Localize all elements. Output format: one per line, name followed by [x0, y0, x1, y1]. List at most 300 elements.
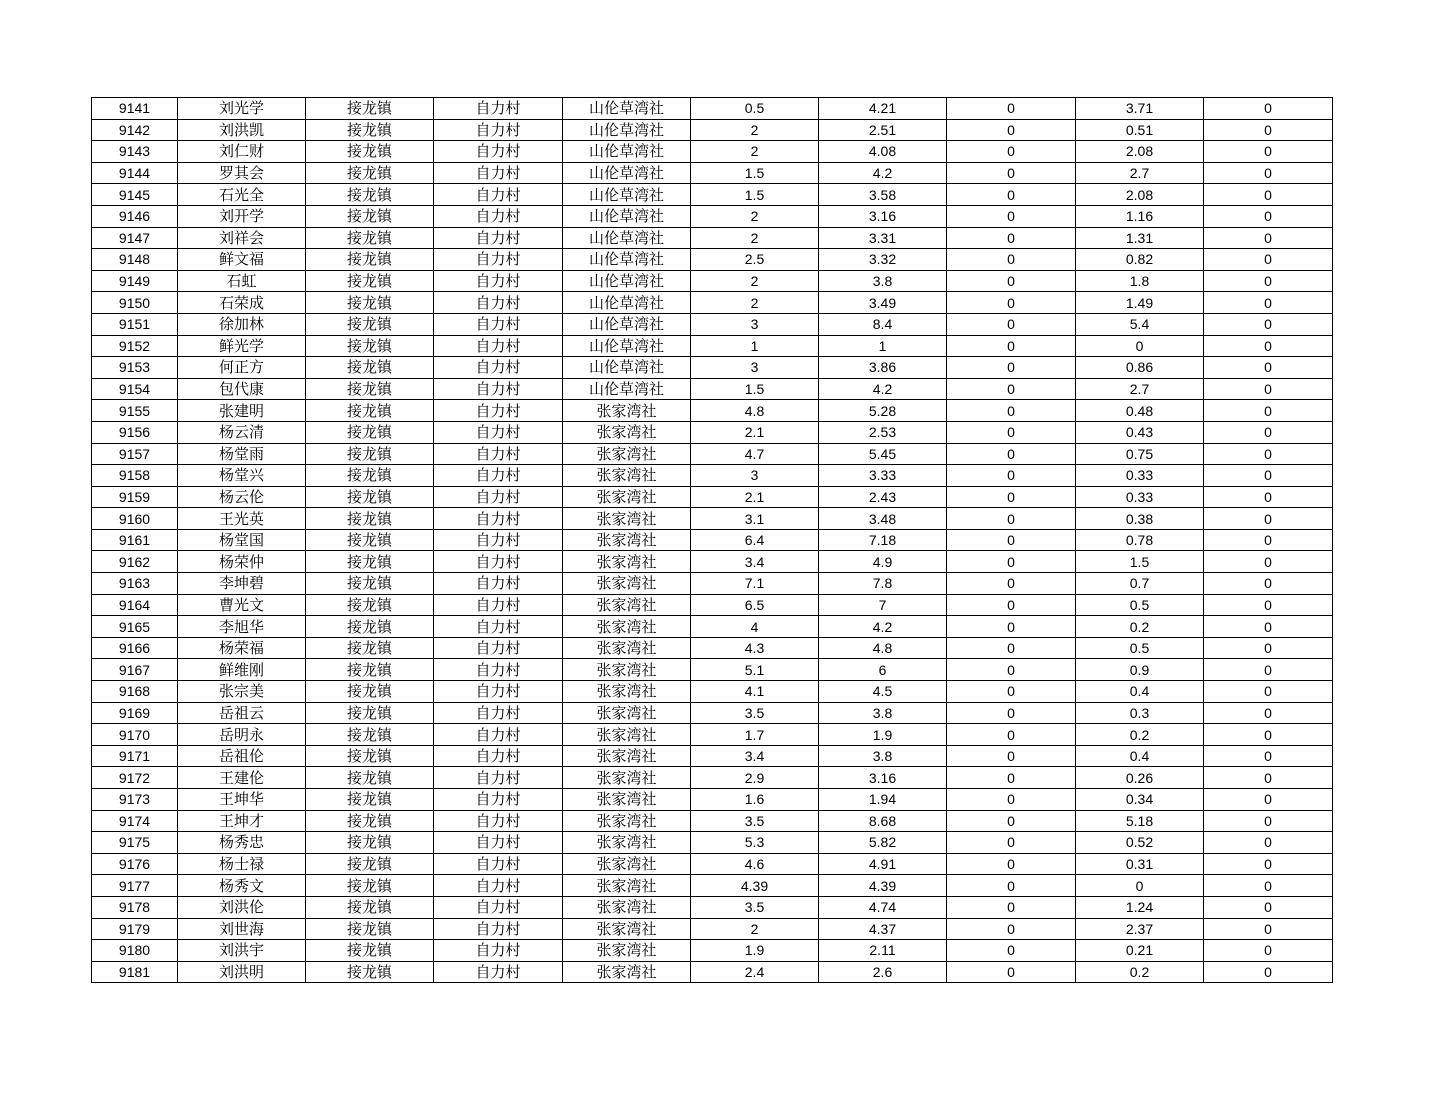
value-b-cell: 4.37	[819, 918, 947, 940]
value-a-cell: 3.4	[691, 745, 819, 767]
town-cell: 接龙镇	[306, 573, 434, 595]
group-cell: 张家湾社	[563, 529, 691, 551]
id-cell: 9147	[92, 227, 178, 249]
value-b-cell: 2.51	[819, 119, 947, 141]
table-row	[92, 875, 1333, 897]
value-a-cell: 6.4	[691, 529, 819, 551]
value-b-cell: 4.39	[819, 875, 947, 897]
value-c-cell: 0	[947, 918, 1076, 940]
id-cell: 9159	[92, 486, 178, 508]
village-cell: 自力村	[434, 119, 563, 141]
value-b-cell: 5.82	[819, 832, 947, 854]
name-cell: 刘世海	[178, 918, 306, 940]
value-a-cell: 3.1	[691, 508, 819, 530]
id-cell: 9174	[92, 810, 178, 832]
table-row	[92, 292, 1333, 314]
group-cell: 张家湾社	[563, 940, 691, 962]
village-cell: 自力村	[434, 400, 563, 422]
value-e-cell: 0	[1204, 270, 1333, 292]
value-d-cell: 0	[1076, 335, 1204, 357]
name-cell: 杨秀忠	[178, 832, 306, 854]
village-cell: 自力村	[434, 767, 563, 789]
value-c-cell: 0	[947, 227, 1076, 249]
value-c-cell: 0	[947, 789, 1076, 811]
town-cell: 接龙镇	[306, 551, 434, 573]
name-cell: 刘洪凯	[178, 119, 306, 141]
town-cell: 接龙镇	[306, 508, 434, 530]
value-e-cell: 0	[1204, 573, 1333, 595]
value-a-cell: 4	[691, 616, 819, 638]
value-b-cell: 8.68	[819, 810, 947, 832]
value-c-cell: 0	[947, 896, 1076, 918]
value-d-cell: 3.71	[1076, 98, 1204, 120]
value-d-cell: 0.33	[1076, 465, 1204, 487]
group-cell: 张家湾社	[563, 681, 691, 703]
value-c-cell: 0	[947, 702, 1076, 724]
town-cell: 接龙镇	[306, 443, 434, 465]
value-d-cell: 0.43	[1076, 421, 1204, 443]
name-cell: 岳明永	[178, 724, 306, 746]
table-row	[92, 896, 1333, 918]
village-cell: 自力村	[434, 896, 563, 918]
value-c-cell: 0	[947, 162, 1076, 184]
value-e-cell: 0	[1204, 702, 1333, 724]
group-cell: 山伦草湾社	[563, 162, 691, 184]
id-cell: 9176	[92, 853, 178, 875]
name-cell: 刘洪宇	[178, 940, 306, 962]
value-d-cell: 0.38	[1076, 508, 1204, 530]
table-row	[92, 465, 1333, 487]
id-cell: 9164	[92, 594, 178, 616]
value-e-cell: 0	[1204, 162, 1333, 184]
value-b-cell: 3.31	[819, 227, 947, 249]
village-cell: 自力村	[434, 681, 563, 703]
id-cell: 9161	[92, 529, 178, 551]
value-c-cell: 0	[947, 745, 1076, 767]
value-a-cell: 1.7	[691, 724, 819, 746]
town-cell: 接龙镇	[306, 724, 434, 746]
value-a-cell: 1.6	[691, 789, 819, 811]
town-cell: 接龙镇	[306, 529, 434, 551]
value-e-cell: 0	[1204, 119, 1333, 141]
town-cell: 接龙镇	[306, 400, 434, 422]
name-cell: 王建伦	[178, 767, 306, 789]
value-b-cell: 1.94	[819, 789, 947, 811]
town-cell: 接龙镇	[306, 659, 434, 681]
group-cell: 山伦草湾社	[563, 292, 691, 314]
value-a-cell: 2	[691, 270, 819, 292]
village-cell: 自力村	[434, 98, 563, 120]
group-cell: 山伦草湾社	[563, 313, 691, 335]
value-d-cell: 0.31	[1076, 853, 1204, 875]
name-cell: 罗其会	[178, 162, 306, 184]
value-c-cell: 0	[947, 508, 1076, 530]
name-cell: 张宗美	[178, 681, 306, 703]
id-cell: 9145	[92, 184, 178, 206]
value-a-cell: 5.1	[691, 659, 819, 681]
town-cell: 接龙镇	[306, 378, 434, 400]
value-c-cell: 0	[947, 637, 1076, 659]
value-e-cell: 0	[1204, 400, 1333, 422]
table-row	[92, 702, 1333, 724]
value-c-cell: 0	[947, 292, 1076, 314]
table-row	[92, 745, 1333, 767]
value-a-cell: 2	[691, 292, 819, 314]
name-cell: 鲜维刚	[178, 659, 306, 681]
id-cell: 9177	[92, 875, 178, 897]
value-d-cell: 2.7	[1076, 378, 1204, 400]
name-cell: 鲜光学	[178, 335, 306, 357]
group-cell: 张家湾社	[563, 875, 691, 897]
table-row	[92, 853, 1333, 875]
value-b-cell: 8.4	[819, 313, 947, 335]
table-row	[92, 98, 1333, 120]
value-c-cell: 0	[947, 681, 1076, 703]
name-cell: 曹光文	[178, 594, 306, 616]
village-cell: 自力村	[434, 551, 563, 573]
table-row	[92, 724, 1333, 746]
table-row	[92, 573, 1333, 595]
value-d-cell: 1.24	[1076, 896, 1204, 918]
id-cell: 9141	[92, 98, 178, 120]
value-d-cell: 2.7	[1076, 162, 1204, 184]
village-cell: 自力村	[434, 162, 563, 184]
table-row	[92, 681, 1333, 703]
value-d-cell: 2.08	[1076, 141, 1204, 163]
group-cell: 张家湾社	[563, 465, 691, 487]
value-d-cell: 0.86	[1076, 357, 1204, 379]
village-cell: 自力村	[434, 702, 563, 724]
town-cell: 接龙镇	[306, 789, 434, 811]
value-b-cell: 3.32	[819, 249, 947, 271]
name-cell: 石光全	[178, 184, 306, 206]
village-cell: 自力村	[434, 789, 563, 811]
value-c-cell: 0	[947, 875, 1076, 897]
value-c-cell: 0	[947, 98, 1076, 120]
table-row	[92, 529, 1333, 551]
value-d-cell: 0.5	[1076, 637, 1204, 659]
value-b-cell: 1.9	[819, 724, 947, 746]
value-a-cell: 3	[691, 465, 819, 487]
town-cell: 接龙镇	[306, 896, 434, 918]
value-d-cell: 0.82	[1076, 249, 1204, 271]
name-cell: 王坤才	[178, 810, 306, 832]
name-cell: 岳祖云	[178, 702, 306, 724]
name-cell: 王坤华	[178, 789, 306, 811]
value-e-cell: 0	[1204, 853, 1333, 875]
name-cell: 李旭华	[178, 616, 306, 638]
village-cell: 自力村	[434, 724, 563, 746]
id-cell: 9172	[92, 767, 178, 789]
table-row	[92, 637, 1333, 659]
town-cell: 接龙镇	[306, 810, 434, 832]
group-cell: 张家湾社	[563, 400, 691, 422]
value-e-cell: 0	[1204, 357, 1333, 379]
value-b-cell: 3.8	[819, 745, 947, 767]
value-c-cell: 0	[947, 205, 1076, 227]
id-cell: 9148	[92, 249, 178, 271]
value-e-cell: 0	[1204, 918, 1333, 940]
value-e-cell: 0	[1204, 896, 1333, 918]
id-cell: 9178	[92, 896, 178, 918]
id-cell: 9153	[92, 357, 178, 379]
value-c-cell: 0	[947, 141, 1076, 163]
id-cell: 9170	[92, 724, 178, 746]
value-c-cell: 0	[947, 400, 1076, 422]
value-e-cell: 0	[1204, 141, 1333, 163]
group-cell: 山伦草湾社	[563, 205, 691, 227]
town-cell: 接龙镇	[306, 313, 434, 335]
id-cell: 9149	[92, 270, 178, 292]
group-cell: 山伦草湾社	[563, 141, 691, 163]
group-cell: 山伦草湾社	[563, 227, 691, 249]
village-cell: 自力村	[434, 940, 563, 962]
id-cell: 9152	[92, 335, 178, 357]
id-cell: 9179	[92, 918, 178, 940]
group-cell: 山伦草湾社	[563, 119, 691, 141]
town-cell: 接龙镇	[306, 357, 434, 379]
table-row	[92, 789, 1333, 811]
value-b-cell: 3.33	[819, 465, 947, 487]
value-d-cell: 0.2	[1076, 616, 1204, 638]
group-cell: 张家湾社	[563, 918, 691, 940]
value-c-cell: 0	[947, 270, 1076, 292]
value-b-cell: 4.2	[819, 378, 947, 400]
value-a-cell: 4.3	[691, 637, 819, 659]
value-e-cell: 0	[1204, 961, 1333, 983]
town-cell: 接龙镇	[306, 681, 434, 703]
table-row	[92, 421, 1333, 443]
value-c-cell: 0	[947, 940, 1076, 962]
value-a-cell: 2.1	[691, 421, 819, 443]
table-row	[92, 313, 1333, 335]
value-e-cell: 0	[1204, 249, 1333, 271]
group-cell: 张家湾社	[563, 594, 691, 616]
value-a-cell: 1.5	[691, 378, 819, 400]
value-d-cell: 1.49	[1076, 292, 1204, 314]
value-b-cell: 4.9	[819, 551, 947, 573]
value-c-cell: 0	[947, 313, 1076, 335]
village-cell: 自力村	[434, 918, 563, 940]
value-b-cell: 2.43	[819, 486, 947, 508]
village-cell: 自力村	[434, 227, 563, 249]
village-cell: 自力村	[434, 659, 563, 681]
name-cell: 刘祥会	[178, 227, 306, 249]
value-b-cell: 4.8	[819, 637, 947, 659]
name-cell: 刘仁财	[178, 141, 306, 163]
value-c-cell: 0	[947, 573, 1076, 595]
group-cell: 张家湾社	[563, 702, 691, 724]
id-cell: 9163	[92, 573, 178, 595]
value-e-cell: 0	[1204, 810, 1333, 832]
value-e-cell: 0	[1204, 335, 1333, 357]
value-b-cell: 4.5	[819, 681, 947, 703]
village-cell: 自力村	[434, 465, 563, 487]
name-cell: 杨荣仲	[178, 551, 306, 573]
value-b-cell: 4.08	[819, 141, 947, 163]
town-cell: 接龙镇	[306, 162, 434, 184]
value-b-cell: 4.2	[819, 162, 947, 184]
town-cell: 接龙镇	[306, 421, 434, 443]
group-cell: 张家湾社	[563, 789, 691, 811]
id-cell: 9167	[92, 659, 178, 681]
village-cell: 自力村	[434, 594, 563, 616]
table-row	[92, 486, 1333, 508]
name-cell: 何正方	[178, 357, 306, 379]
group-cell: 张家湾社	[563, 573, 691, 595]
name-cell: 李坤碧	[178, 573, 306, 595]
town-cell: 接龙镇	[306, 616, 434, 638]
id-cell: 9146	[92, 205, 178, 227]
value-b-cell: 6	[819, 659, 947, 681]
table-row	[92, 357, 1333, 379]
id-cell: 9144	[92, 162, 178, 184]
value-a-cell: 2.4	[691, 961, 819, 983]
group-cell: 张家湾社	[563, 853, 691, 875]
group-cell: 张家湾社	[563, 767, 691, 789]
table-row	[92, 659, 1333, 681]
value-a-cell: 7.1	[691, 573, 819, 595]
value-b-cell: 4.74	[819, 896, 947, 918]
town-cell: 接龙镇	[306, 465, 434, 487]
table-row	[92, 551, 1333, 573]
value-e-cell: 0	[1204, 767, 1333, 789]
value-d-cell: 0.51	[1076, 119, 1204, 141]
value-e-cell: 0	[1204, 227, 1333, 249]
town-cell: 接龙镇	[306, 745, 434, 767]
town-cell: 接龙镇	[306, 335, 434, 357]
name-cell: 石虹	[178, 270, 306, 292]
group-cell: 山伦草湾社	[563, 378, 691, 400]
value-d-cell: 0.48	[1076, 400, 1204, 422]
name-cell: 杨堂国	[178, 529, 306, 551]
value-b-cell: 2.11	[819, 940, 947, 962]
table-row	[92, 227, 1333, 249]
table-row	[92, 205, 1333, 227]
value-d-cell: 0.34	[1076, 789, 1204, 811]
value-d-cell: 0.33	[1076, 486, 1204, 508]
value-d-cell: 1.31	[1076, 227, 1204, 249]
value-d-cell: 0.9	[1076, 659, 1204, 681]
value-c-cell: 0	[947, 465, 1076, 487]
value-e-cell: 0	[1204, 551, 1333, 573]
name-cell: 王光英	[178, 508, 306, 530]
name-cell: 刘光学	[178, 98, 306, 120]
value-e-cell: 0	[1204, 724, 1333, 746]
village-cell: 自力村	[434, 853, 563, 875]
table-row	[92, 918, 1333, 940]
value-c-cell: 0	[947, 357, 1076, 379]
table-row	[92, 443, 1333, 465]
value-a-cell: 1.9	[691, 940, 819, 962]
value-e-cell: 0	[1204, 313, 1333, 335]
value-d-cell: 0.5	[1076, 594, 1204, 616]
town-cell: 接龙镇	[306, 940, 434, 962]
value-e-cell: 0	[1204, 659, 1333, 681]
id-cell: 9142	[92, 119, 178, 141]
value-b-cell: 3.16	[819, 767, 947, 789]
id-cell: 9173	[92, 789, 178, 811]
value-e-cell: 0	[1204, 486, 1333, 508]
value-a-cell: 2	[691, 918, 819, 940]
value-b-cell: 3.16	[819, 205, 947, 227]
name-cell: 张建明	[178, 400, 306, 422]
value-a-cell: 2	[691, 141, 819, 163]
value-d-cell: 0.4	[1076, 681, 1204, 703]
value-d-cell: 0.2	[1076, 961, 1204, 983]
value-a-cell: 0.5	[691, 98, 819, 120]
id-cell: 9166	[92, 637, 178, 659]
group-cell: 张家湾社	[563, 832, 691, 854]
value-e-cell: 0	[1204, 443, 1333, 465]
town-cell: 接龙镇	[306, 832, 434, 854]
value-e-cell: 0	[1204, 378, 1333, 400]
town-cell: 接龙镇	[306, 98, 434, 120]
value-b-cell: 1	[819, 335, 947, 357]
value-a-cell: 2.1	[691, 486, 819, 508]
value-a-cell: 2	[691, 205, 819, 227]
value-e-cell: 0	[1204, 594, 1333, 616]
town-cell: 接龙镇	[306, 853, 434, 875]
value-a-cell: 3.5	[691, 810, 819, 832]
table-row	[92, 961, 1333, 983]
table-row	[92, 162, 1333, 184]
id-cell: 9150	[92, 292, 178, 314]
value-a-cell: 3	[691, 357, 819, 379]
name-cell: 包代康	[178, 378, 306, 400]
id-cell: 9157	[92, 443, 178, 465]
value-b-cell: 7.8	[819, 573, 947, 595]
value-c-cell: 0	[947, 421, 1076, 443]
value-e-cell: 0	[1204, 681, 1333, 703]
value-d-cell: 2.08	[1076, 184, 1204, 206]
value-a-cell: 1	[691, 335, 819, 357]
value-c-cell: 0	[947, 249, 1076, 271]
town-cell: 接龙镇	[306, 119, 434, 141]
value-c-cell: 0	[947, 832, 1076, 854]
town-cell: 接龙镇	[306, 184, 434, 206]
name-cell: 石荣成	[178, 292, 306, 314]
value-d-cell: 0.78	[1076, 529, 1204, 551]
name-cell: 杨秀文	[178, 875, 306, 897]
town-cell: 接龙镇	[306, 961, 434, 983]
value-a-cell: 4.8	[691, 400, 819, 422]
town-cell: 接龙镇	[306, 918, 434, 940]
town-cell: 接龙镇	[306, 486, 434, 508]
value-a-cell: 3	[691, 313, 819, 335]
value-d-cell: 0	[1076, 875, 1204, 897]
value-a-cell: 4.1	[691, 681, 819, 703]
value-c-cell: 0	[947, 724, 1076, 746]
value-b-cell: 3.8	[819, 702, 947, 724]
town-cell: 接龙镇	[306, 875, 434, 897]
value-b-cell: 4.21	[819, 98, 947, 120]
table-row	[92, 810, 1333, 832]
value-b-cell: 7	[819, 594, 947, 616]
name-cell: 刘洪明	[178, 961, 306, 983]
village-cell: 自力村	[434, 486, 563, 508]
value-b-cell: 4.91	[819, 853, 947, 875]
town-cell: 接龙镇	[306, 292, 434, 314]
group-cell: 张家湾社	[563, 443, 691, 465]
group-cell: 张家湾社	[563, 724, 691, 746]
group-cell: 张家湾社	[563, 421, 691, 443]
table-row	[92, 940, 1333, 962]
group-cell: 张家湾社	[563, 616, 691, 638]
village-cell: 自力村	[434, 745, 563, 767]
id-cell: 9160	[92, 508, 178, 530]
village-cell: 自力村	[434, 378, 563, 400]
